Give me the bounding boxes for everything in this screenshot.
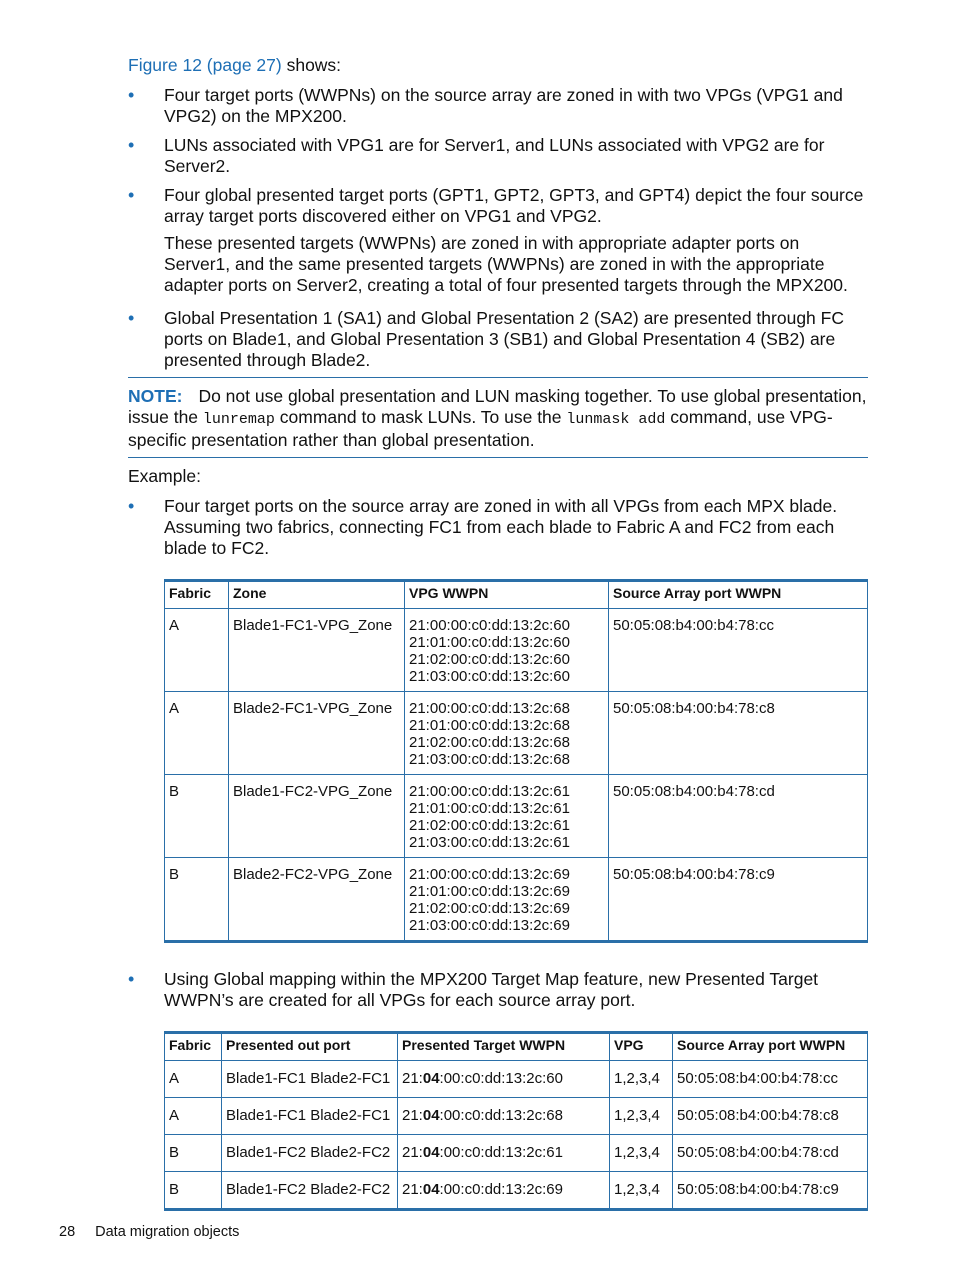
page-content (128, 55, 868, 1211)
column-header: VPG WWPN (405, 581, 609, 609)
bullet-list-1 (128, 85, 868, 371)
column-header: Presented out port (222, 1033, 398, 1061)
table-row: A Blade1-FC1 Blade2-FC1 21:04:00:c0:dd:13:2c:68 1,2,3,4 50:05:08:b4:00:b4:78:c8 (165, 1098, 868, 1135)
note-label: NOTE: (128, 386, 183, 406)
bullet-icon: • (128, 185, 135, 205)
list-item: • Four target ports on the source array are zoned in with all VPGs from each MPX blade. Assuming two fabrics, connecting FC1 from each blade to Fabric A and FC2 from each blade to FC2. (128, 496, 838, 558)
code-lunremap: lunremap (202, 411, 275, 428)
intro-text: shows: (281, 55, 342, 75)
column-header: Zone (229, 581, 405, 609)
list-item: • Four target ports (WWPNs) on the source array are zoned in with two VPGs (VPG1 and VPG2) on the MPX200. (128, 85, 843, 126)
example-label: Example: (128, 466, 201, 486)
bullet-continuation: These presented targets (WWPNs) are zoned in with appropriate adapter ports on Server1, and the same presented targets (WWPNs) are zoned in with the appropriate adapter ports on Server2, creating a total of four presented targets through the MPX200. (164, 233, 848, 295)
bullet-list-3 (128, 969, 868, 1011)
column-header: Fabric (165, 1033, 222, 1061)
list-item: • Four global presented target ports (GPT1, GPT2, GPT3, and GPT4) depict the four source array target ports discovered either on VPG1 and VPG2. These presented targets (WWPNs) are zoned in with appropriate adapter ports on Server1, and the same presented targets (WWPNs) are zoned in with the appropriate adapter ports on Server2, creating a total of four presented targets through the MPX200. (128, 185, 868, 296)
column-header: VPG (610, 1033, 673, 1061)
bullet-icon: • (128, 496, 135, 516)
column-header: Fabric (165, 581, 229, 609)
table-header-row (165, 1033, 868, 1061)
footer-title: Data migration objects (95, 1224, 240, 1240)
intro-line (128, 55, 868, 76)
list-item: • Global Presentation 1 (SA1) and Global Presentation 2 (SA2) are presented through FC ports on Blade1, and Global Presentation 3 (SB1) and Global Presentation 4 (SB2) are presented through Blade2. (128, 308, 844, 370)
page-number: 28 (59, 1224, 76, 1240)
bullet-list-2 (128, 496, 868, 559)
bullet-icon: • (128, 969, 135, 989)
bullet-icon: • (128, 135, 135, 155)
table-row: B Blade1-FC2-VPG_Zone 21:00:00:c0:dd:13:2c:61 21:01:00:c0:dd:13:2c:61 21:02:00:c0:dd:13:2c:61 21:03:00:c0:dd:13:2c:61 50:05:08:b4:00:b4:78:cd (165, 775, 868, 858)
list-item: • LUNs associated with VPG1 are for Server1, and LUNs associated with VPG2 are for Server2. (128, 135, 825, 176)
bullet-icon: • (128, 85, 135, 105)
table-row: A Blade1-FC1-VPG_Zone 21:00:00:c0:dd:13:2c:60 21:01:00:c0:dd:13:2c:60 21:02:00:c0:dd:13:2c:60 21:03:00:c0:dd:13:2c:60 50:05:08:b4:00:b4:78:cc (165, 609, 868, 692)
figure-link[interactable]: Figure 12 (page 27) (128, 55, 282, 75)
vpg-zone-table (164, 579, 868, 943)
table-row: A Blade1-FC1 Blade2-FC1 21:04:00:c0:dd:13:2c:60 1,2,3,4 50:05:08:b4:00:b4:78:cc (165, 1061, 868, 1098)
table-row: A Blade2-FC1-VPG_Zone 21:00:00:c0:dd:13:2c:68 21:01:00:c0:dd:13:2c:68 21:02:00:c0:dd:13:2c:68 21:03:00:c0:dd:13:2c:68 50:05:08:b4:00:b4:78:c8 (165, 692, 868, 775)
bullet-icon: • (128, 308, 135, 328)
table-row: B Blade1-FC2 Blade2-FC2 21:04:00:c0:dd:13:2c:69 1,2,3,4 50:05:08:b4:00:b4:78:c9 (165, 1172, 868, 1210)
code-lunmask-add: lunmask add (566, 411, 666, 428)
table-row: B Blade1-FC2 Blade2-FC2 21:04:00:c0:dd:13:2c:61 1,2,3,4 50:05:08:b4:00:b4:78:cd (165, 1135, 868, 1172)
column-header: Source Array port WWPN (673, 1033, 868, 1061)
list-item: • Using Global mapping within the MPX200 Target Map feature, new Presented Target WWPN’s are created for all VPGs for each source array port. (128, 969, 819, 1010)
note-box: NOTE: Do not use global presentation and LUN masking together. To use global presentation, issue the lunremap command to mask LUNs. To use the lunmask add command, use VPG-specific presentation rather than global presentation. (128, 377, 868, 458)
page-footer (59, 1222, 239, 1243)
presented-target-table (164, 1031, 868, 1211)
table-header-row (165, 581, 868, 609)
column-header: Presented Target WWPN (398, 1033, 610, 1061)
column-header: Source Array port WWPN (609, 581, 868, 609)
table-row: B Blade2-FC2-VPG_Zone 21:00:00:c0:dd:13:2c:69 21:01:00:c0:dd:13:2c:69 21:02:00:c0:dd:13:2c:69 21:03:00:c0:dd:13:2c:69 50:05:08:b4:00:b4:78:c9 (165, 858, 868, 942)
